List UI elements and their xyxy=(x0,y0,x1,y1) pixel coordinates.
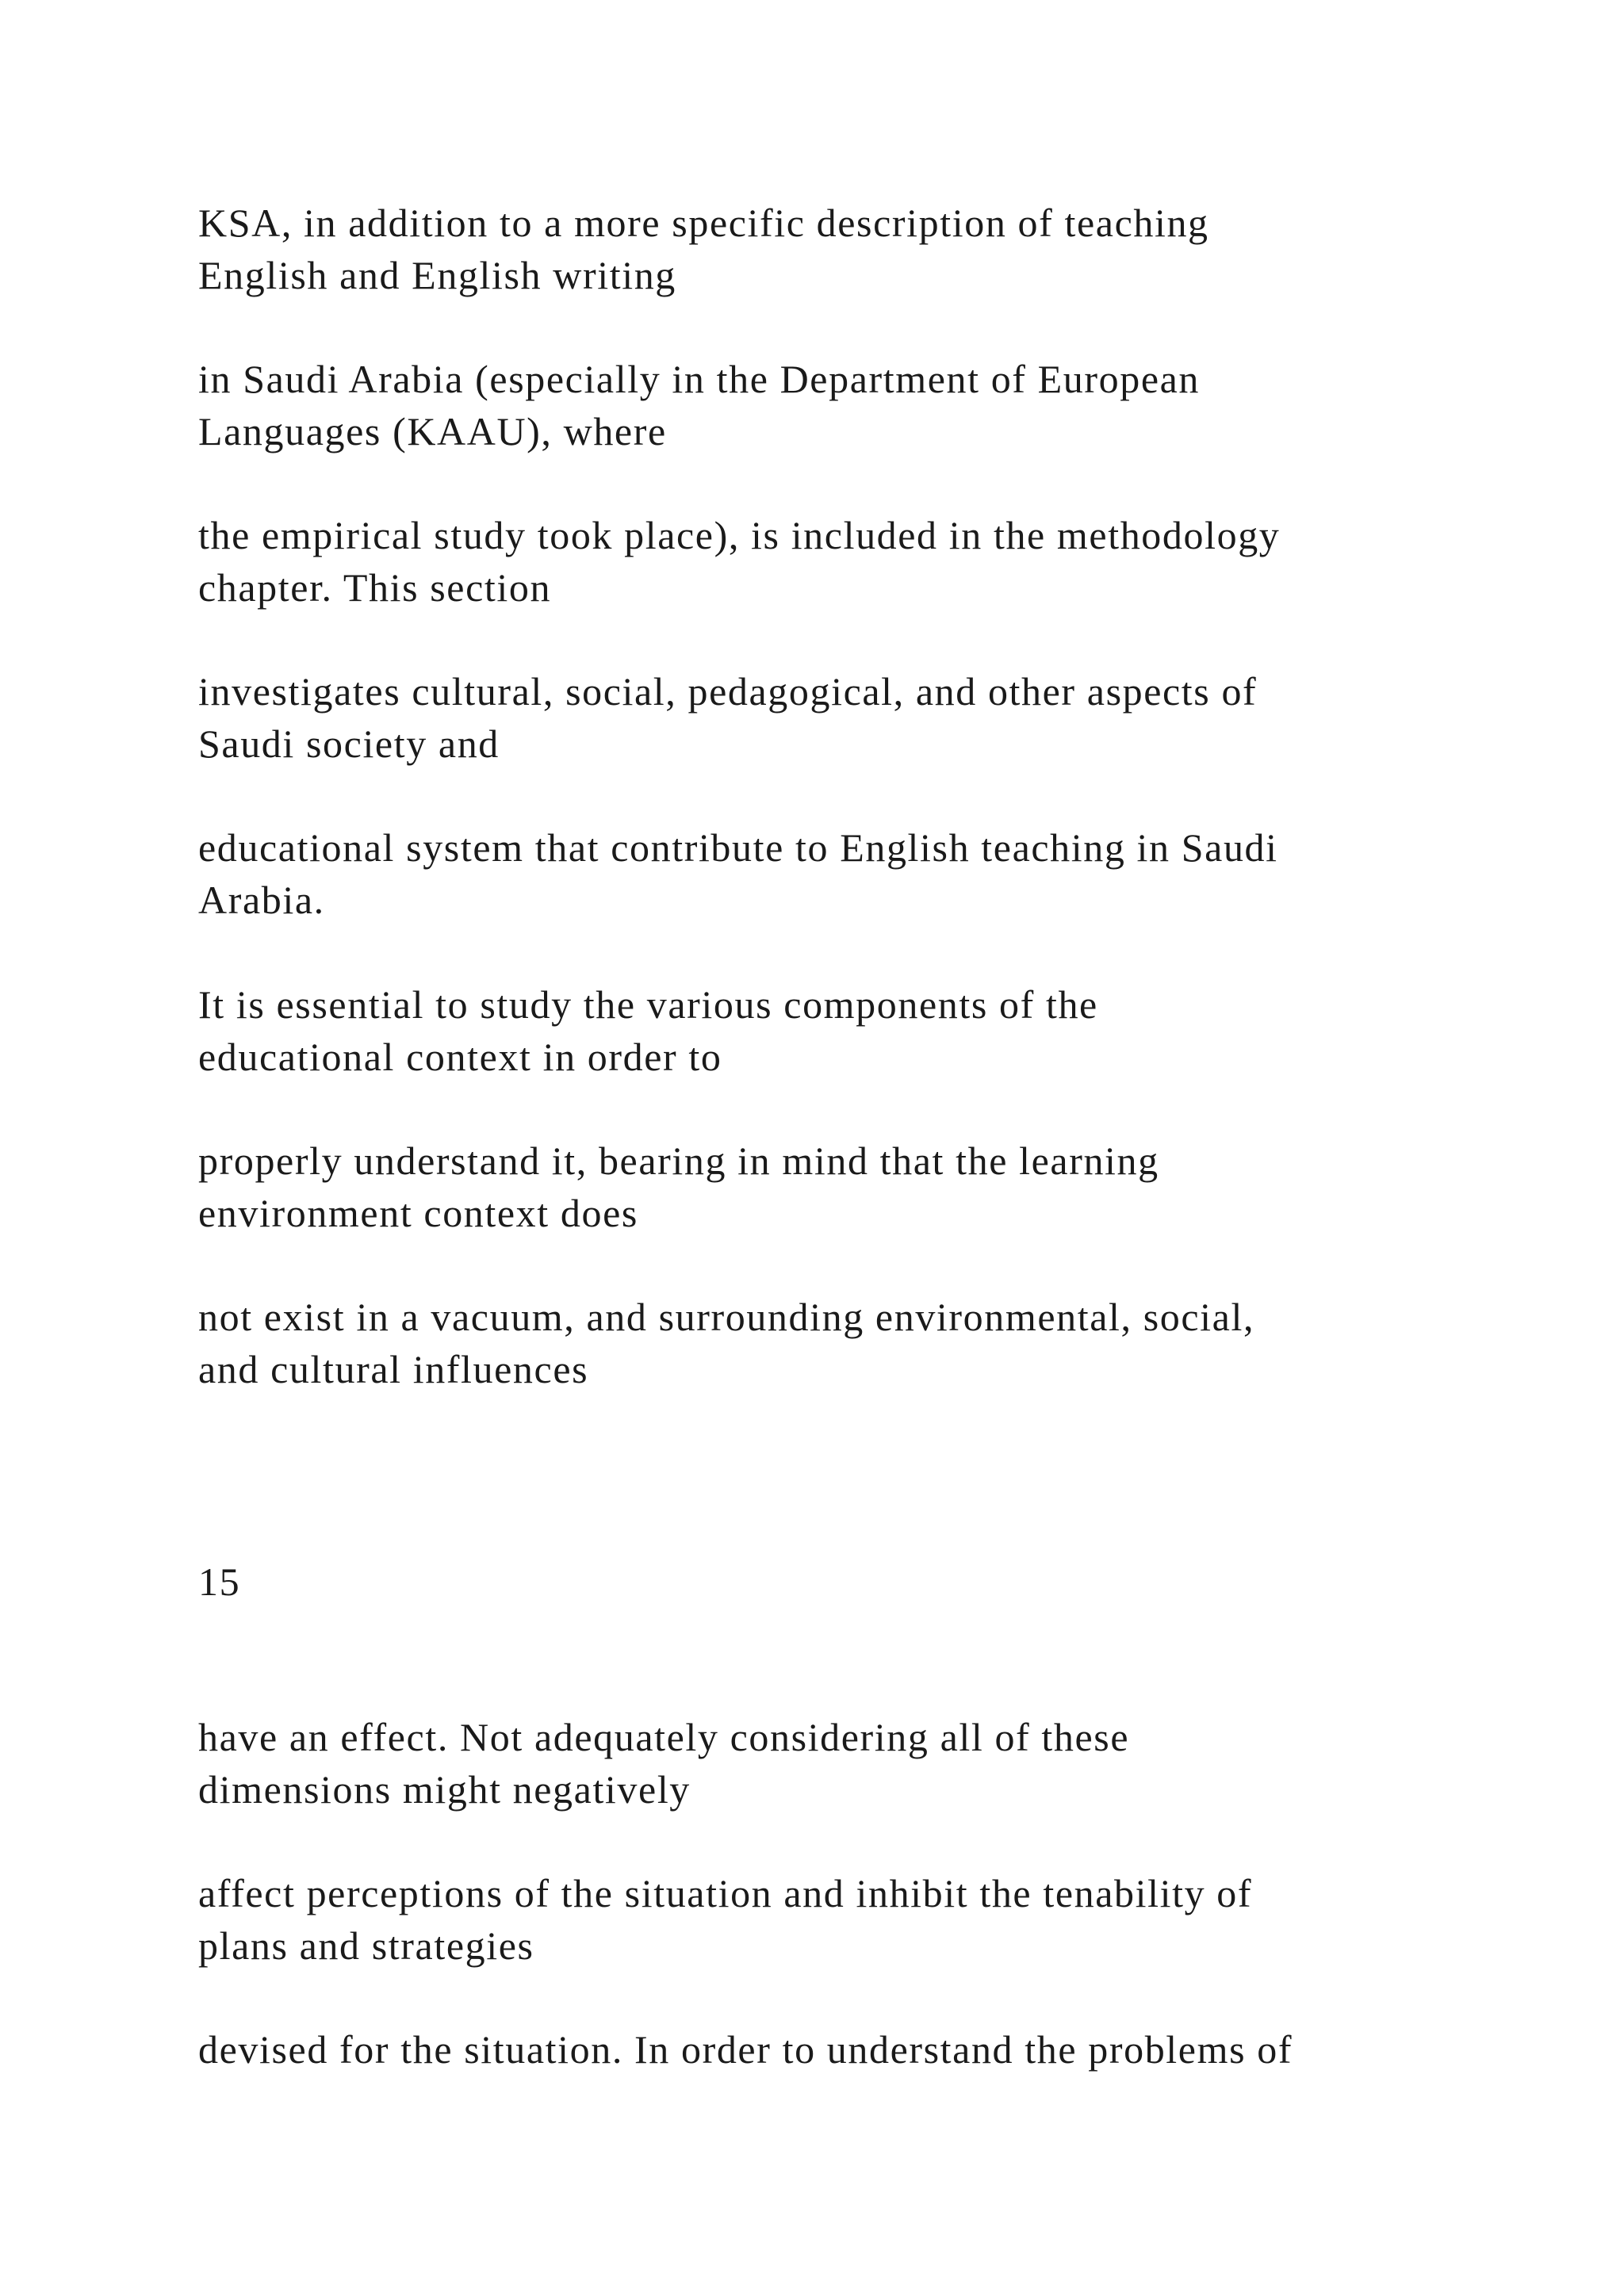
text-line: dimensions might negatively xyxy=(198,1767,691,1812)
text-line: educational system that contribute to English teaching in Saudi xyxy=(198,825,1278,870)
paragraph xyxy=(198,1711,1546,1816)
text-line: It is essential to study the various components of the xyxy=(198,982,1098,1027)
text-line: in Saudi Arabia (especially in the Department of European xyxy=(198,357,1201,401)
paragraph xyxy=(198,1135,1546,1239)
text-line: the empirical study took place), is included in the methodology xyxy=(198,513,1281,557)
text-line: environment context does xyxy=(198,1191,638,1235)
text-line: plans and strategies xyxy=(198,1923,534,1968)
text-line: and cultural influences xyxy=(198,1347,589,1391)
text-line: investigates cultural, social, pedagogical, and other aspects of xyxy=(198,669,1258,714)
paragraph xyxy=(198,821,1546,926)
paragraph xyxy=(198,197,1546,301)
paragraph xyxy=(198,509,1546,614)
text-line: properly understand it, bearing in mind that the learning xyxy=(198,1138,1159,1183)
text-line: not exist in a vacuum, and surrounding environmental, social, xyxy=(198,1295,1255,1339)
text-line: affect perceptions of the situation and inhibit the tenability of xyxy=(198,1871,1253,1915)
paragraph xyxy=(198,1291,1546,1395)
paragraph xyxy=(198,2023,1546,2076)
text-line: educational context in order to xyxy=(198,1035,722,1079)
text-line: English and English writing xyxy=(198,253,676,297)
text-line: devised for the situation. In order to understand the problems of xyxy=(198,2027,1293,2072)
text-line: chapter. This section xyxy=(198,565,552,610)
paragraph xyxy=(198,1867,1546,1972)
paragraph xyxy=(198,665,1546,770)
text-line: Arabia. xyxy=(198,878,325,922)
text-line: Saudi society and xyxy=(198,721,500,766)
paragraph xyxy=(198,978,1546,1083)
text-line: have an effect. Not adequately considering all of these xyxy=(198,1715,1130,1759)
paragraph xyxy=(198,353,1546,457)
text-line: KSA, in addition to a more specific description of teaching xyxy=(198,201,1209,245)
text-line: Languages (KAAU), where xyxy=(198,409,667,453)
page-number: 15 xyxy=(198,1559,241,1604)
